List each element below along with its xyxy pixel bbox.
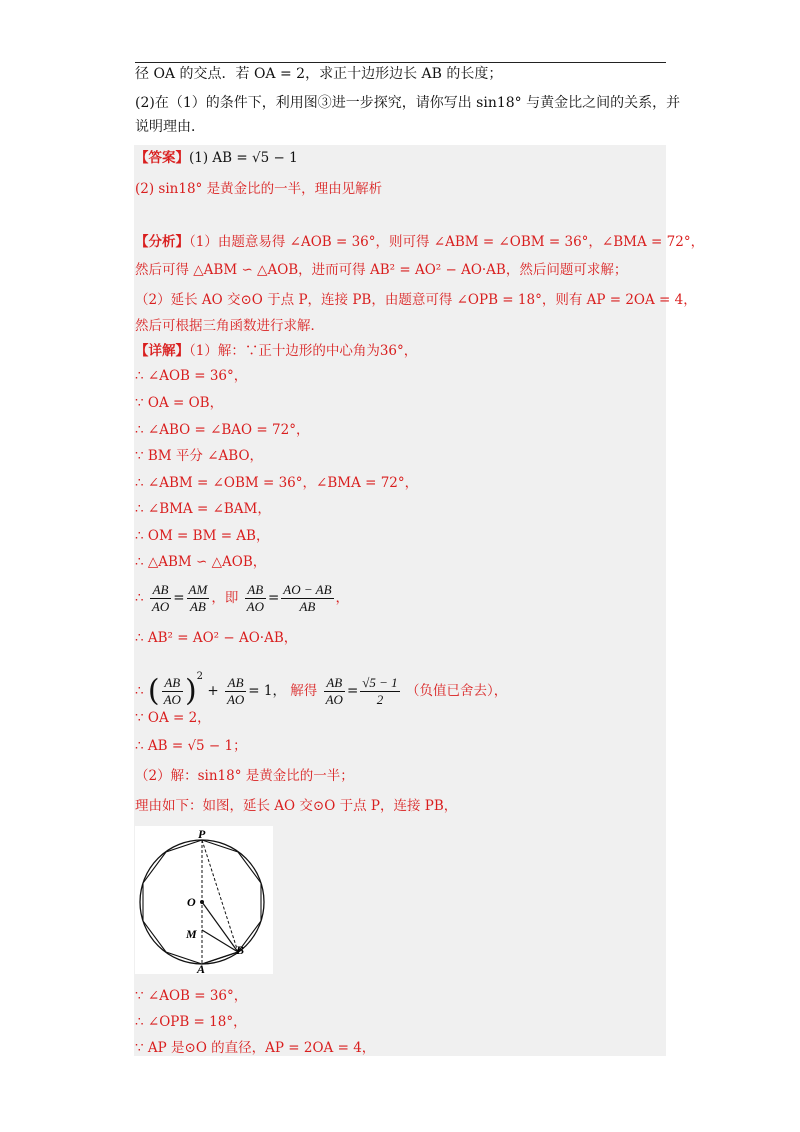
ratio-frac-3: $\frac{AB}{AO}$ [246, 582, 264, 614]
geometry-figure [135, 826, 273, 974]
detail-after-3: ∵ AP 是⊙O 的直径，AP = 2OA = 4， [135, 1040, 376, 1056]
decagon-diagram [135, 826, 273, 974]
question-line-2: (2)在（1）的条件下，利用图③进一步探究，请你写出 sin18° 与黄金比之间的关系，并 [135, 95, 681, 111]
detail-step-5: ∴ ∠ABM = ∠OBM = 36°，∠BMA = 72°， [135, 475, 419, 491]
answer-part-1: (1) AB = √5 − 1 [189, 150, 298, 166]
segment-ab [202, 952, 238, 964]
quad-end: ， [493, 683, 508, 699]
label-m: M [186, 927, 197, 941]
ratio-frac-2: $\frac{AM}{AB}$ [188, 582, 208, 614]
quad-frac-2: $\frac{AB}{AO}$ [226, 675, 245, 707]
detail-after-2: ∴ ∠OPB = 18°， [135, 1014, 247, 1030]
answer-line-1 [135, 148, 298, 168]
detail-step-4: ∵ BM 平分 ∠ABO， [135, 448, 264, 464]
quad-plus: + [207, 683, 219, 699]
ratio-prefix: ∴ [135, 590, 144, 606]
quad-note: （负值已舍去） [405, 683, 494, 699]
quad-eq: = 1， [248, 683, 286, 699]
detail-ratio-line: ∴ $\frac{AB}{AO}$ = $\frac{AM}{AB}$ ，即 $\frac{AB}{AO}$ = $\frac{AO - AB}{AB}$ ， [135, 582, 350, 614]
label-p: P [198, 827, 206, 841]
detail-square: ∴ AB² = AO² − AO·AB， [135, 630, 298, 646]
quad-frac-1: $\frac{AB}{AO}$ [163, 675, 181, 707]
detail-reason: 理由如下：如图，延长 AO 交⊙O 于点 P，连接 PB， [135, 798, 458, 814]
ratio-mid: ，即 [211, 590, 239, 606]
detail-intro: （1）解：∵正十边形的中心角为36°， [189, 343, 418, 359]
detail-after-1: ∵ ∠AOB = 36°， [135, 988, 248, 1004]
analysis-tag: 【分析】 [135, 234, 189, 250]
ratio-frac-1: $\frac{AB}{AO}$ [151, 582, 170, 614]
segment-ob [202, 902, 238, 952]
quad-exp: 2 [196, 671, 204, 682]
header-rule [135, 62, 666, 63]
label-a: A [197, 962, 206, 974]
detail-step-2: ∵ OA = OB， [135, 395, 224, 411]
detail-part2-intro: （2）解：sin18° 是黄金比的一半； [135, 768, 354, 784]
detail-line-intro [135, 341, 417, 361]
center-point [200, 900, 204, 904]
analysis-line-4: 然后可根据三角函数进行求解． [135, 318, 324, 334]
label-b: B [236, 943, 245, 957]
segment-pb [202, 840, 238, 952]
analysis-line-1 [135, 232, 704, 252]
analysis-line-2: 然后可得 △ABM ∽ △AOB，进而可得 AB² = AO² − AO·AB，然后问题可求解； [135, 262, 628, 278]
answer-tag: 【答案】 [135, 150, 189, 166]
question-line-3: 说明理由． [135, 119, 205, 135]
answer-part-2: (2) sin18° 是黄金比的一半，理由见解析 [135, 181, 383, 197]
quad-solve: 解得 [290, 683, 318, 699]
detail-step-6: ∴ ∠BMA = ∠BAM， [135, 501, 271, 517]
question-line-1: 径 OA 的交点．若 OA = 2，求正十边形边长 AB 的长度； [135, 66, 503, 82]
detail-step-7: ∴ OM = BM = AB， [135, 528, 270, 544]
detail-quad-line: ∴ ( $\frac{AB}{AO}$ )$^2$ + $\frac{AB}{AO}$ = 1， 解得 $\frac{AB}{AO}$ = $\frac{√5 - 1}{2}$ （负值已舍去）， [135, 671, 508, 709]
ratio-suffix: ， [335, 590, 350, 606]
quad-eq2: = [346, 683, 359, 699]
quad-prefix: ∴ [135, 683, 144, 699]
label-o: O [187, 895, 196, 909]
ratio-frac-4: $\frac{AO - AB}{AB}$ [283, 582, 332, 614]
quad-frac-3: $\frac{AB}{AO}$ [325, 675, 343, 707]
detail-result: ∴ AB = √5 − 1； [135, 738, 247, 754]
quad-frac-4: $\frac{√5 - 1}{2}$ [362, 675, 398, 707]
detail-step-3: ∴ ∠ABO = ∠BAO = 72°， [135, 422, 310, 438]
segment-mb [202, 930, 238, 952]
analysis-text-1: （1）由题意易得 ∠AOB = 36°，则可得 ∠ABM = ∠OBM = 36°，∠BMA = 72°， [189, 234, 705, 250]
detail-oa: ∵ OA = 2， [135, 710, 211, 726]
analysis-line-3: （2）延长 AO 交⊙O 于点 P，连接 PB，由题意可得 ∠OPB = 18°，则有 AP = 2OA = 4， [135, 292, 697, 308]
detail-step-1: ∴ ∠AOB = 36°， [135, 368, 248, 384]
detail-step-8: ∴ △ABM ∽ △AOB， [135, 554, 267, 570]
detail-tag: 【详解】 [135, 343, 189, 359]
